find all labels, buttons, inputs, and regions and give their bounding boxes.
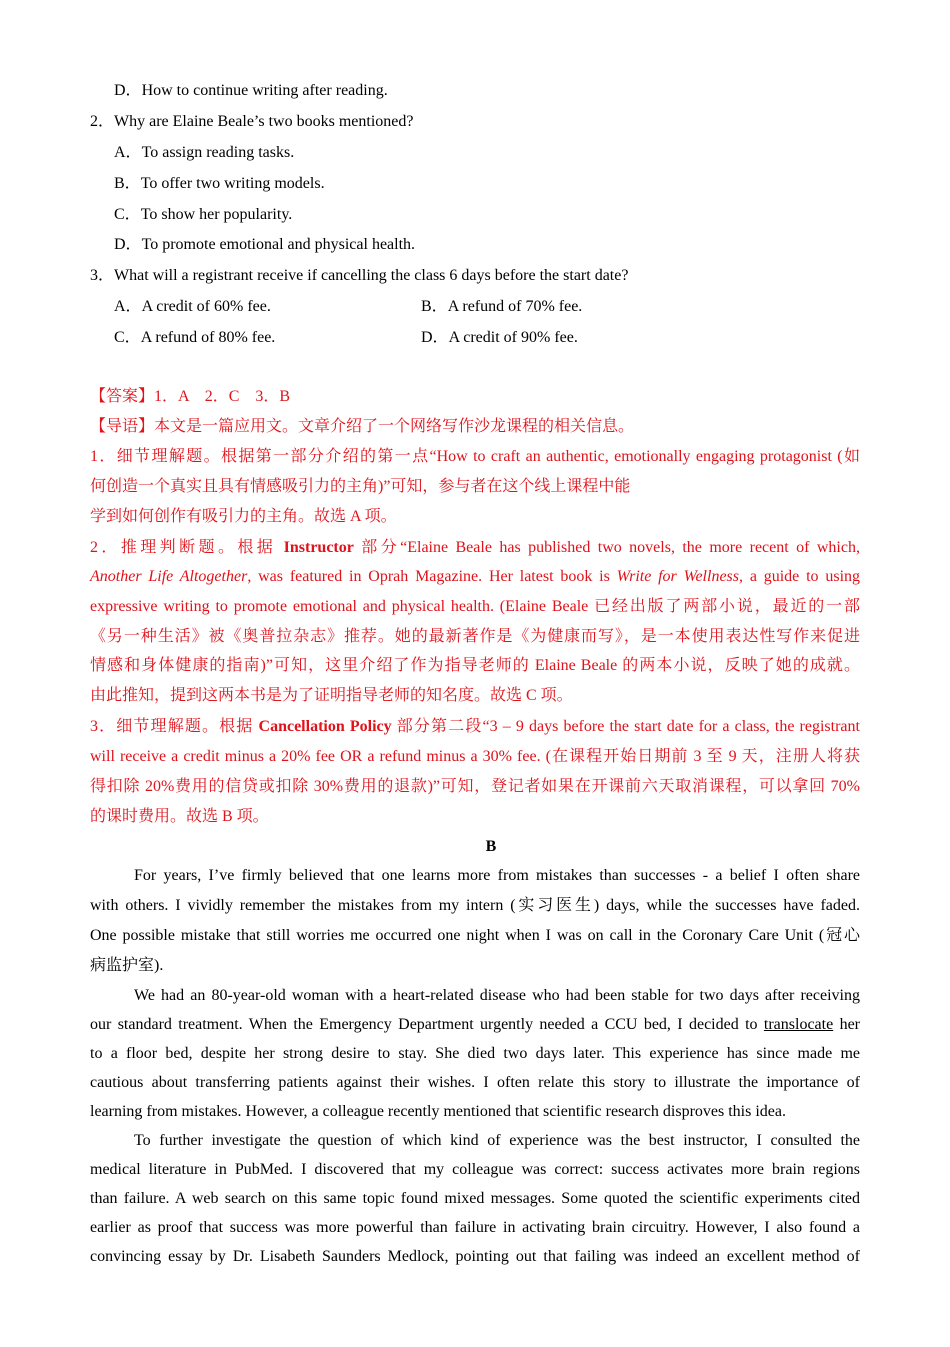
option-text: How to continue writing after reading. (141, 82, 388, 99)
option-text: A credit of 60% fee. (141, 298, 271, 315)
para3-line-2: medical literature in PubMed. I discovered that my colleague was correct: success activates more brain regions (90, 1161, 860, 1178)
exp3-text: 3．细节理解题。根据 (90, 718, 259, 735)
exp2-line-5: 情感和身体健康的指南)”可知，这里介绍了作为指导老师的 Elaine Beale 的两本小说，反映了她的成就。 (90, 657, 860, 674)
option-label: B． (114, 175, 141, 192)
guide-tag: 【导语】 (90, 418, 155, 435)
para1-line-3: One possible mistake that still worries me occurred one night when I was on call in the Coronary Care Unit (冠心 (90, 927, 860, 944)
underlined-word: translocate (763, 1016, 834, 1033)
para3-line-3: than failure. A web search on this same topic found mixed messages. Some quoted the scientific experiments cited (90, 1190, 860, 1207)
para2-line-2 (90, 1015, 860, 1035)
exp2-italic-title: Another Life Altogether (90, 568, 248, 585)
option-text: A refund of 70% fee. (447, 298, 583, 315)
answer-text: 1．A 2．C 3．B (154, 388, 291, 405)
option-label: A． (114, 298, 142, 315)
exp2-text: , was featured in Oprah Magazine. Her latest book is (247, 568, 617, 585)
para3-line-5: convincing essay by Dr. Lisabeth Saunders Medlock, pointing out that failing was indeed an excellent method of (90, 1248, 860, 1265)
para2-line-3: to a floor bed, despite her strong desire to stay. She died two days later. This experience has since made me (90, 1045, 860, 1062)
exp2-text: , a guide to using (739, 568, 861, 585)
q2-option-a (114, 143, 294, 163)
q3-option-a (114, 297, 271, 317)
exp1-line-2: 何创造一个真实且具有情感吸引力的主角)”可知，参与者在这个线上课程中能 (90, 478, 631, 495)
exp2-bold-instructor: Instructor (283, 539, 354, 556)
option-text: To assign reading tasks. (141, 144, 295, 161)
exp2-italic-title: Write for Wellness (616, 568, 740, 585)
exp1-line-1: 1．细节理解题。根据第一部分介绍的第一点“How to craft an authentic, emotionally engaging protagonist (如 (90, 448, 860, 465)
para3-line-4: earlier as proof that success was more powerful than failure in activating brain circuitry. However, I also found a (90, 1219, 860, 1236)
guide-text: 本文是一篇应用文。文章介绍了一个网络写作沙龙课程的相关信息。 (154, 418, 635, 435)
para1-line-1: For years, I’ve firmly believed that one learns more from mistakes than successes - a belief I often share (134, 867, 860, 884)
option-label: A． (114, 144, 142, 161)
option-text: To show her popularity. (140, 206, 293, 223)
para2-text: her (833, 1016, 860, 1033)
exp3-line-4: 的课时费用。故选 B 项。 (90, 808, 269, 825)
para2-line-4: cautious about transferring patients against their wishes. I often relate this story to illustrate the importance of (90, 1074, 860, 1091)
exp2-line-4: 《另一种生活》被《奥普拉杂志》推荐。她的最新著作是《为健康而写》，是一本使用表达性写作来促进 (90, 628, 860, 645)
para3-line-1: To further investigate the question of which kind of experience was the best instructor, I consulted the (134, 1132, 860, 1149)
option-label: C． (114, 329, 141, 346)
option-label: B． (421, 298, 448, 315)
option-text: A credit of 90% fee. (448, 329, 578, 346)
q2-stem: 2．Why are Elaine Beale’s two books mentioned? (90, 113, 414, 130)
option-text: To offer two writing models. (140, 175, 325, 192)
option-text: A refund of 80% fee. (140, 329, 276, 346)
answer-tag: 【答案】 (90, 388, 155, 405)
exp2-line-1 (90, 538, 860, 558)
section-b-heading: B (485, 838, 497, 855)
q2-option-b (114, 174, 325, 194)
q3-option-b (421, 297, 582, 317)
exp2-text: 部分“Elaine Beale has published two novels, the more recent of which, (353, 539, 860, 556)
exp3-line-3: 得扣除 20%费用的信贷或扣除 30%费用的退款)”可知，登记者如果在开课前六天取消课程，可以拿回 70% (90, 778, 860, 795)
q3-option-c (114, 328, 275, 348)
exp2-line-2 (90, 567, 860, 587)
para2-text: our standard treatment. When the Emergency Department urgently needed a CCU bed, I decided to (90, 1016, 764, 1033)
exp1-line-3: 学到如何创作有吸引力的主角。故选 A 项。 (90, 508, 397, 525)
option-label: D． (421, 329, 449, 346)
para1-line-4: 病监护室). (90, 957, 164, 974)
option-label: D． (114, 236, 142, 253)
exp3-bold-policy: Cancellation Policy (258, 718, 392, 735)
option-text: To promote emotional and physical health. (141, 236, 416, 253)
exp3-line-2: will receive a credit minus a 20% fee OR a refund minus a 30% fee. (在课程开始日期前 3 至 9 天，注册人将获 (90, 748, 860, 765)
option-label: C． (114, 206, 141, 223)
answer-line (90, 387, 290, 407)
para1-line-2: with others. I vividly remember the mistakes from my intern (实习医生) days, while the successes have faded. (90, 897, 860, 914)
exp2-line-6: 由此推知，提到这两本书是为了证明指导老师的知名度。故选 C 项。 (90, 687, 573, 704)
q1-option-d (114, 81, 388, 101)
para2-line-1: We had an 80-year-old woman with a heart-related disease who had been stable for two days after receiving (134, 987, 860, 1004)
guide-line (90, 417, 634, 437)
exp3-text: 部分第二段“3 – 9 days before the start date for a class, the registrant (391, 718, 860, 735)
exp2-text: 2．推理判断题。根据 (90, 539, 284, 556)
q3-stem: 3．What will a registrant receive if cancelling the class 6 days before the start date? (90, 267, 629, 284)
para2-line-5: learning from mistakes. However, a colleague recently mentioned that scientific research disproves this idea. (90, 1103, 786, 1120)
option-label: D． (114, 82, 142, 99)
exp2-line-3: expressive writing to promote emotional and physical health. (Elaine Beale 已经出版了两部小说，最近的一部 (90, 598, 860, 615)
q2-option-d (114, 235, 415, 255)
q3-option-d (421, 328, 578, 348)
exp3-line-1 (90, 717, 860, 737)
q2-option-c (114, 205, 292, 225)
